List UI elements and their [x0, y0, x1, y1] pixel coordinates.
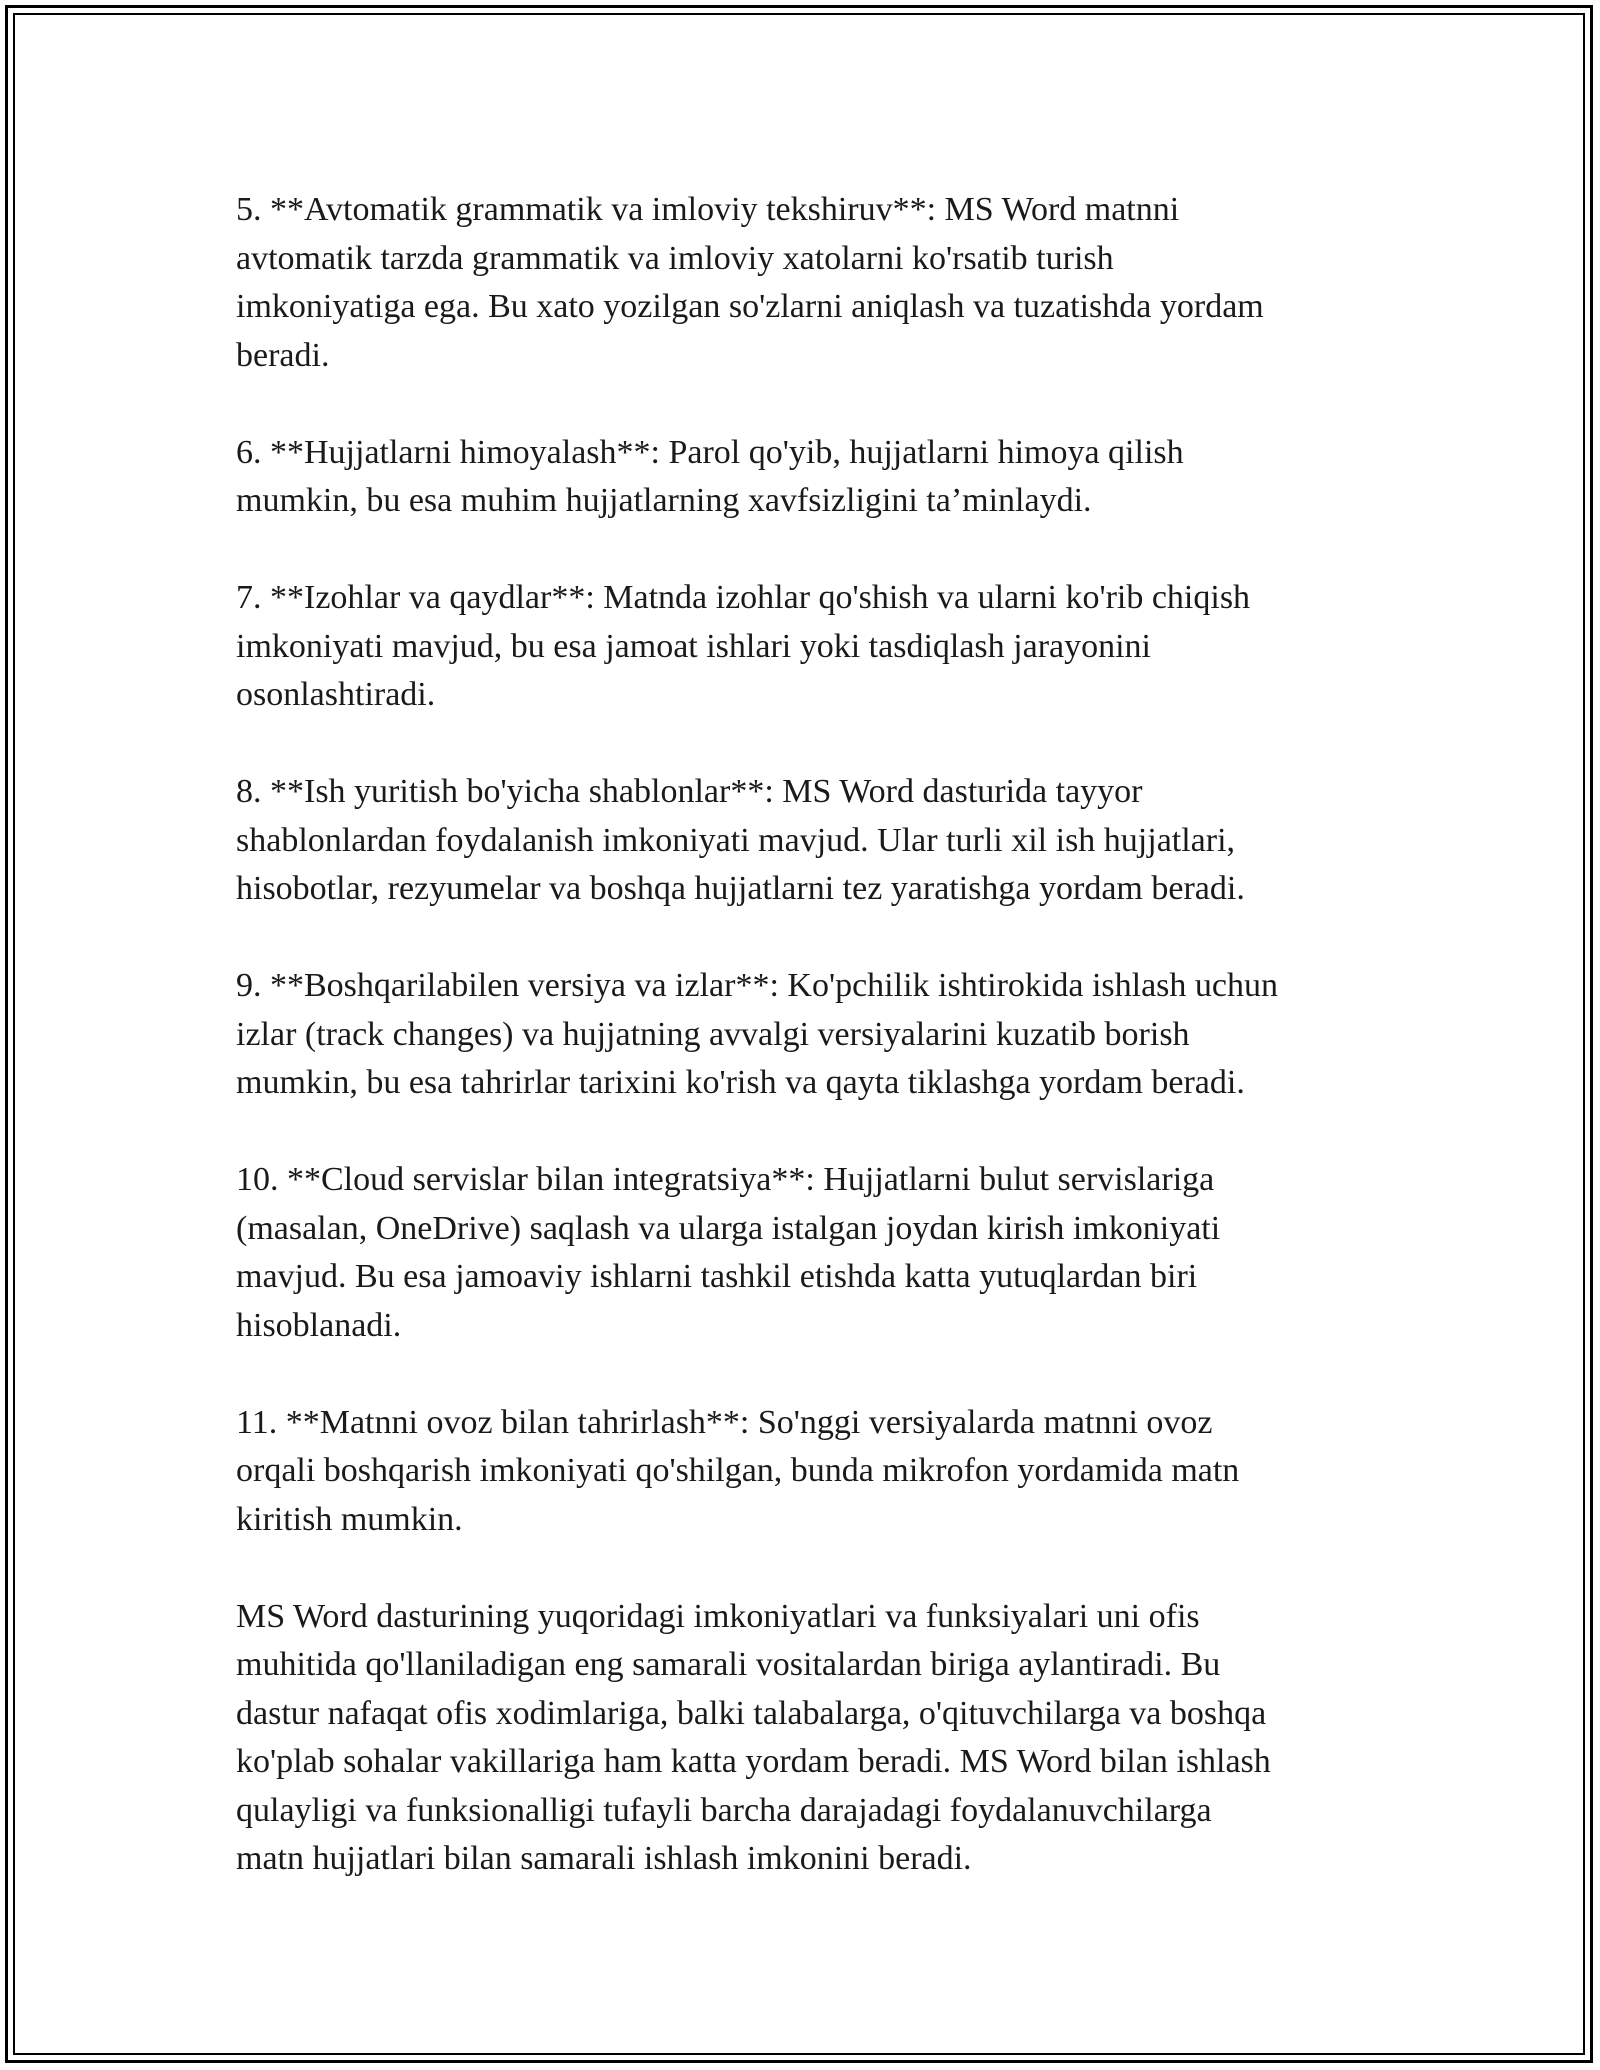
text-line: hisoblanadi.: [236, 1306, 402, 1344]
text-line: beradi.: [236, 336, 330, 374]
text-line: dastur nafaqat ofis xodimlariga, balki talabalarga, o'qituvchilarga va boshqa: [236, 1694, 1267, 1732]
paragraph-item-7: [236, 574, 1386, 720]
paragraph-item-6: [236, 429, 1386, 526]
text-line: 11. **Matnni ovoz bilan tahrirlash**: So'nggi versiyalarda matnni ovoz: [236, 1403, 1213, 1441]
text-line: mumkin, bu esa muhim hujjatlarning xavfsizligini ta’minlaydi.: [236, 482, 1092, 519]
text-line: ko'plab sohalar vakillariga ham katta yordam beradi. MS Word bilan ishlash: [236, 1743, 1271, 1780]
text-line: izlar (track changes) va hujjatning avvalgi versiyalarini kuzatib borish: [236, 1015, 1190, 1053]
text-line: mumkin, bu esa tahrirlar tarixini ko'rish va qayta tiklashga yordam beradi.: [236, 1064, 1245, 1101]
text-line: (masalan, OneDrive) saqlash va ularga istalgan joydan kirish imkoniyati: [236, 1209, 1221, 1247]
paragraph-item-5: [236, 186, 1386, 380]
text-line: shablonlardan foydalanish imkoniyati mavjud. Ular turli xil ish hujjatlari,: [236, 821, 1236, 859]
paragraph-item-10: [236, 1156, 1386, 1350]
text-line: avtomatik tarzda grammatik va imloviy xatolarni ko'rsatib turish: [236, 239, 1114, 277]
text-line: 8. **Ish yuritish bo'yicha shablonlar**: MS Word dasturida tayyor: [236, 773, 1143, 810]
paragraph-conclusion: [236, 1593, 1386, 1884]
text-line: matn hujjatlari bilan samarali ishlash imkonini beradi.: [236, 1840, 972, 1877]
text-line: mavjud. Bu esa jamoaviy ishlarni tashkil etishda katta yutuqlardan biri: [236, 1258, 1198, 1295]
document-body: [236, 186, 1386, 1932]
text-line: imkoniyatiga ega. Bu xato yozilgan so'zlarni aniqlash va tuzatishda yordam: [236, 288, 1264, 325]
text-line: hisobotlar, rezyumelar va boshqa hujjatlarni tez yaratishga yordam beradi.: [236, 870, 1245, 907]
text-line: 6. **Hujjatlarni himoyalash**: Parol qo'yib, hujjatlarni himoya qilish: [236, 433, 1184, 471]
text-line: muhitida qo'llaniladigan eng samarali vositalardan biriga aylantiradi. Bu: [236, 1646, 1221, 1683]
text-line: 9. **Boshqarilabilen versiya va izlar**: Ko'pchilik ishtirokida ishlash uchun: [236, 967, 1278, 1004]
paragraph-item-11: [236, 1399, 1386, 1545]
text-line: 10. **Cloud servislar bilan integratsiya**: Hujjatlarni bulut servislariga: [236, 1161, 1215, 1198]
text-line: qulayligi va funksionalligi tufayli barcha darajadagi foydalanuvchilarga: [236, 1791, 1212, 1829]
text-line: 7. **Izohlar va qaydlar**: Matnda izohlar qo'shish va ularni ko'rib chiqish: [236, 579, 1251, 616]
text-line: MS Word dasturining yuqoridagi imkoniyatlari va funksiyalari uni ofis: [236, 1597, 1200, 1635]
text-line: kiritish mumkin.: [236, 1500, 463, 1538]
paragraph-item-8: [236, 768, 1386, 914]
paragraph-item-9: [236, 962, 1386, 1108]
text-line: osonlashtiradi.: [236, 676, 436, 713]
text-line: 5. **Avtomatik grammatik va imloviy tekshiruv**: MS Word matnni: [236, 191, 1180, 228]
text-line: imkoniyati mavjud, bu esa jamoat ishlari yoki tasdiqlash jarayonini: [236, 627, 1151, 665]
text-line: orqali boshqarish imkoniyati qo'shilgan, bunda mikrofon yordamida matn: [236, 1452, 1240, 1489]
